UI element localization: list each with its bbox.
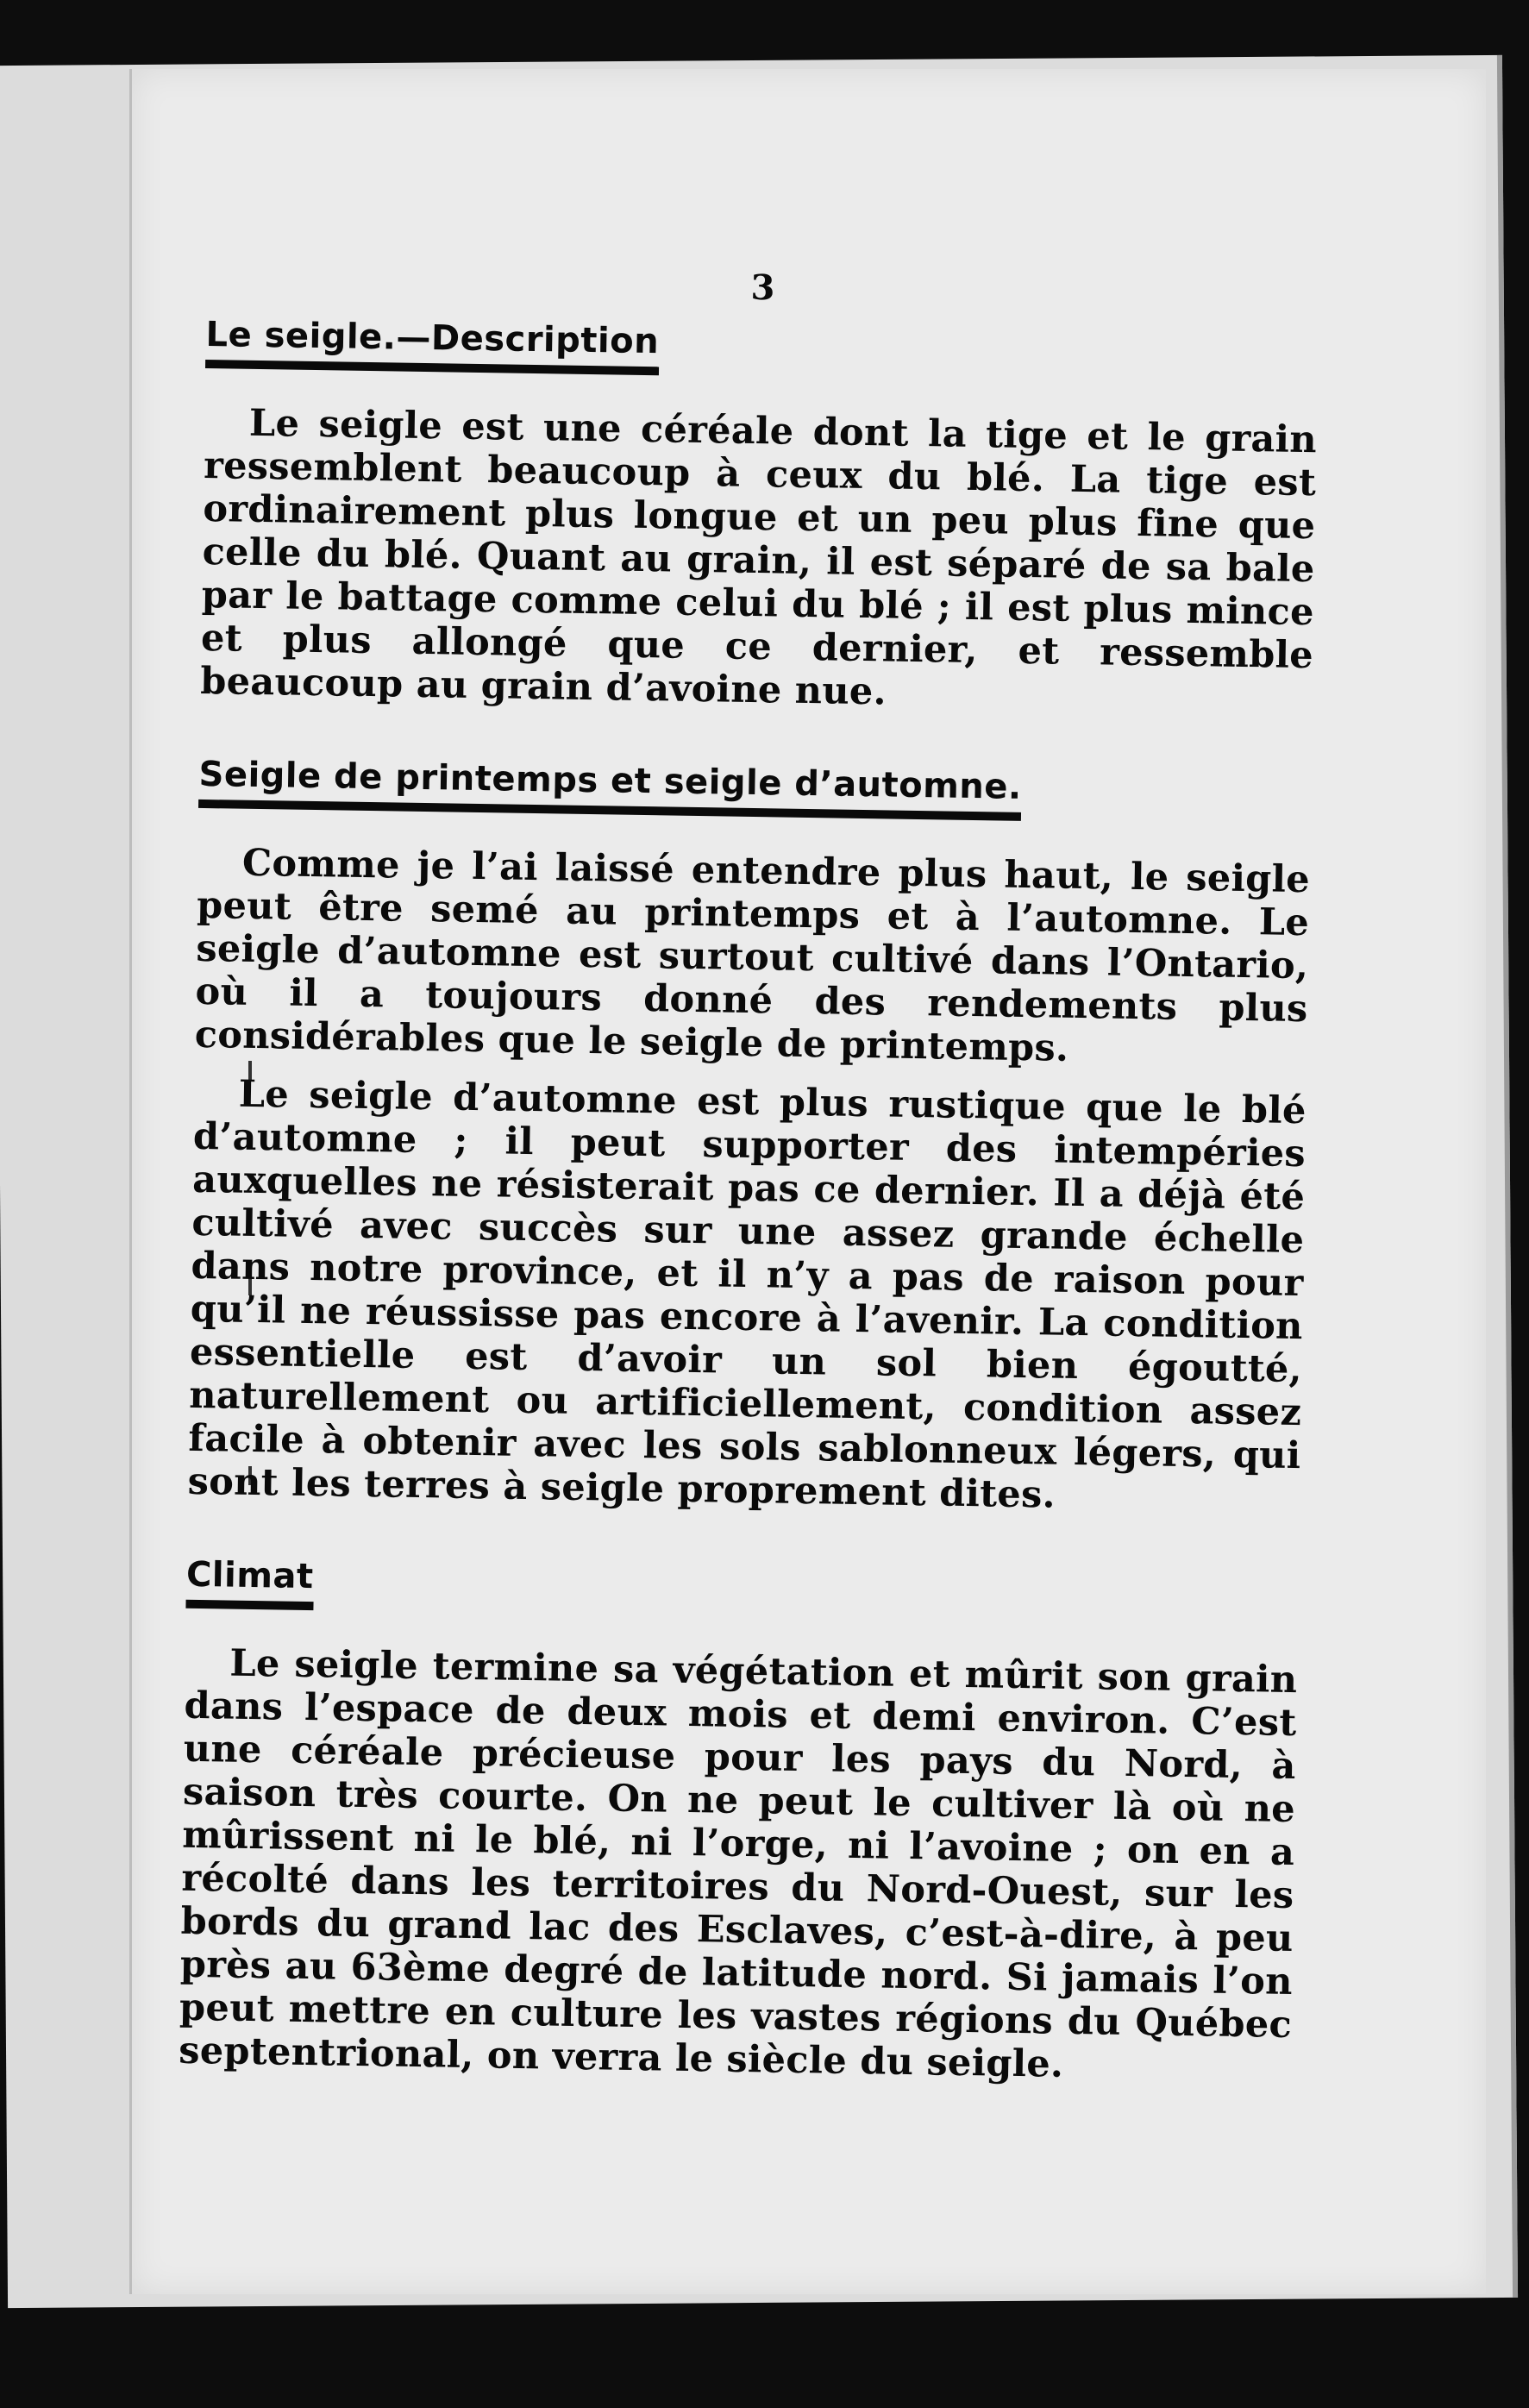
section-climat	[179, 1555, 1299, 2090]
section-heading: Le seigle.—Description	[205, 315, 659, 375]
section-description	[200, 315, 1319, 720]
section-heading: Climat	[185, 1555, 314, 1610]
page-number: 3	[750, 267, 775, 309]
paragraph: Le seigle termine sa végétation et mûrit son grain dans l’espace de deux mois et demi environ. C’est une céréale précieuse pour les pays du Nord, à saison très courte. On ne peut le cultiver là où ne mûrissent ni le blé, ni l’orge, ni l’avoine ; on en a récolté dans les territoires du Nord-Ouest, sur les bords du grand lac des Esclaves, c’est-à-dire, à peu près au 63ème degré de latitude nord. Si jamais l’on peut mettre en culture les vastes régions du Québec septentrional, on verra le siècle du seigle.	[178, 1641, 1298, 2086]
section-heading: Seigle de printemps et seigle d’automne.	[198, 755, 1022, 821]
section-spring-autumn	[187, 755, 1311, 1521]
paragraph: Le seigle est une céréale dont la tige et le grain ressemblent beaucoup à ceux du blé. La tige est ordinairement plus longue et un peu plus fine que celle du blé. Quant au grain, il est séparé de sa bale par le battage comme celui du blé ; il est plus mince et plus allongé que ce dernier, et ressemble beaucoup au grain d’avoine nue.	[199, 401, 1318, 714]
paragraph: Le seigle d’automne est plus rustique que le blé d’automne ; il peut supporter des intempéries auxquelles ne résisterait pas ce dernier. Il a déjà été cultivé avec succès sur une assez grande échelle dans notre province, et il n’y a pas de raison pour qu’il ne réussisse pas encore à l’avenir. La condition essentielle est d’avoir un sol bien égoutté, naturellement ou artificiellement, condition assez facile à obtenir avec les sols sablonneux légers, qui sont les terres à seigle proprement dites.	[187, 1072, 1307, 1517]
paragraph: Comme je l’ai laissé entendre plus haut, le seigle peut être semé au printemps et à l’automne. Le seigle d’automne est surtout cultivé dans l’Ontario, où il a toujours donné des rendements plus considérables que le seigle de printemps.	[194, 841, 1311, 1070]
page-content	[178, 259, 1319, 2141]
